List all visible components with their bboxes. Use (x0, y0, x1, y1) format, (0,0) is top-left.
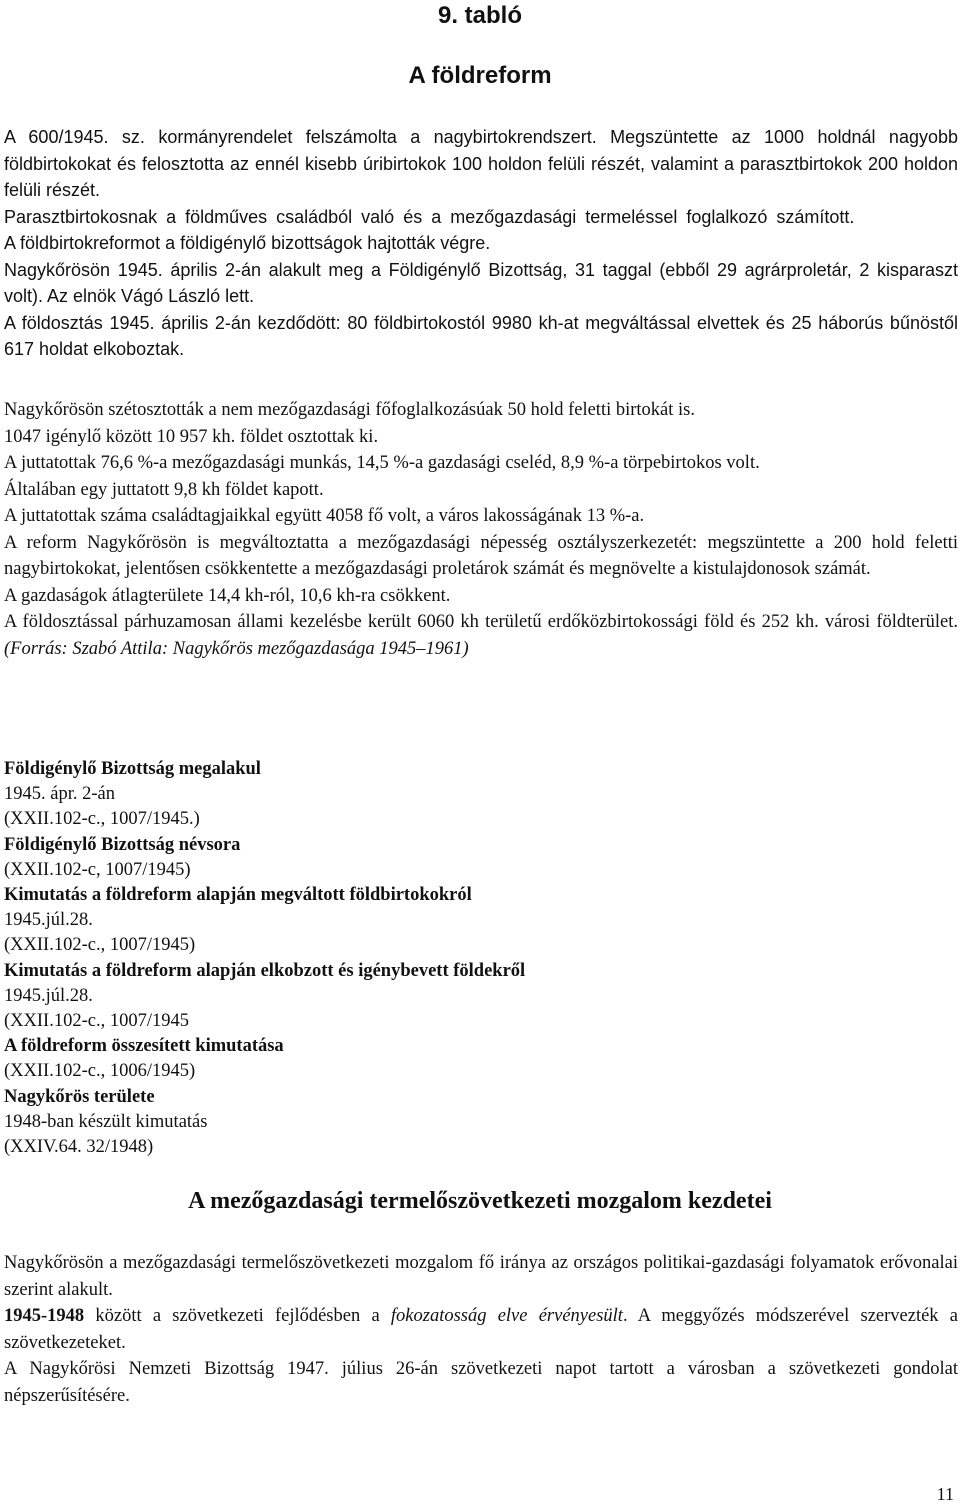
paragraph-text: . A meggyőzés módszerével szervezték a szövetkezeteket. (4, 1306, 958, 1353)
documents-list (4, 757, 904, 1160)
document-detail: 1945.júl.28. (4, 910, 93, 931)
years-range: 1945-1948 (4, 1306, 85, 1326)
body-paragraph: Általában egy juttatott 9,8 kh földet kapott. (4, 479, 324, 500)
document-detail: 1948-ban készült kimutatás (4, 1111, 208, 1132)
document-title: Földigénylő Bizottság megalakul (4, 759, 261, 779)
body-paragraph: A juttatottak száma családtagjaikkal együtt 4058 fő volt, a város lakosságának 13 %-a. (4, 506, 645, 526)
intro-paragraph: A földbirtokreformot a földigénylő bizottságok hajtották végre. (4, 233, 491, 253)
document-detail: (XXIV.64. 32/1948) (4, 1137, 154, 1158)
document-detail: (XXII.102-c., 1006/1945) (4, 1061, 196, 1082)
body-paragraph: A gazdaságok átlagterülete 14,4 kh-ról, 10,6 kh-ra csökkent. (4, 585, 451, 606)
document-detail: (XXII.102-c., 1007/1945 (4, 1011, 189, 1032)
document-detail: (XXII.102-c, 1007/1945) (4, 859, 191, 880)
tablo-number: 9. tabló (437, 2, 522, 29)
intro-paragraph: Nagykőrösön 1945. április 2-án alakult meg a Földigénylő Bizottság, 31 taggal (ebből 29 agrárproletár, 2 kisparaszt volt). Az elnök Vágó László lett. (4, 259, 958, 306)
body-paragraph: A reform Nagykőrösön is megváltoztatta a mezőgazdasági népesség osztályszerkezetét: megszüntette a 200 hold feletti nagybirtokokat, jelentősen csökkentette a mezőgazdasági proletárok számát és megnövelte a kistulajdonosok számát. (4, 532, 958, 579)
section2-paragraph: Nagykőrösön a mezőgazdasági termelőszövetkezeti mozgalom fő iránya az országos politikai-gazdasági folyamatok erővonalai szerint alakult. (4, 1253, 958, 1300)
document-detail: 1945. ápr. 2-án (4, 784, 115, 805)
document-title: Nagykőrös területe (4, 1086, 155, 1107)
body-paragraph: A juttatottak 76,6 %-a mezőgazdasági munkás, 14,5 %-a gazdasági cseléd, 8,9 %-a törpebirtokos volt. (4, 453, 760, 473)
paragraph-text: között a szövetkezeti fejlődésben a (84, 1306, 391, 1326)
emphasis-text: fokozatosság elve érvényesült (390, 1306, 623, 1326)
document-detail: (XXII.102-c., 1007/1945) (4, 935, 196, 956)
page-number: 11 (936, 1484, 954, 1504)
document-title: Kimutatás a földreform alapján elkobzott és igénybevett földekről (4, 960, 526, 981)
intro-paragraph: Parasztbirtokosnak a földműves családból való és a mezőgazdasági termeléssel foglalkozó számított. (4, 206, 855, 227)
section2-body (4, 1250, 958, 1409)
intro-paragraph: A földosztás 1945. április 2-án kezdődött: 80 földbirtokostól 9980 kh-at megváltással elvettek és 25 háborús bűnöstől 617 holdat elkoboztak. (4, 312, 958, 359)
section2-paragraph: A Nagykőrösi Nemzeti Bizottság 1947. július 26-án szövetkezeti napot tartott a városban a szövetkezeti gondolat népszerűsítésére. (4, 1359, 958, 1406)
intro-paragraph: A 600/1945. sz. kormányrendelet felszámolta a nagybirtokrendszert. Megszüntette az 1000 holdnál nagyobb földbirtokokat és felosztotta az ennél kisebb úribirtokok 100 holdon felüli részét, valamint a parasztbirtokok 200 holdon felüli részét. (4, 127, 958, 200)
intro-section (4, 124, 958, 363)
document-detail: (XXII.102-c., 1007/1945.) (4, 809, 200, 830)
page-title: A földreform (408, 62, 552, 89)
body-paragraph: Nagykőrösön szétosztották a nem mezőgazdasági főfoglalkozásúak 50 hold feletti birtokát is. (4, 400, 695, 420)
body-paragraph-last (4, 609, 958, 662)
source-citation: (Forrás: Szabó Attila: Nagykőrös mezőgazdasága 1945–1961) (4, 638, 469, 659)
document-title: A földreform összesített kimutatása (4, 1036, 284, 1057)
last-paragraph-text: A földosztással párhuzamosan állami kezelésbe került 6060 kh területű erdőközbirtokossági föld és 252 kh. városi földterület. (4, 612, 958, 632)
document-title: Kimutatás a földreform alapján megváltott földbirtokokról (4, 885, 472, 906)
body-section (4, 397, 958, 662)
document-detail: 1945.júl.28. (4, 985, 93, 1006)
body-paragraph: 1047 igénylő között 10 957 kh. földet osztottak ki. (4, 426, 379, 447)
section2-paragraph (4, 1303, 958, 1356)
section-heading: A mezőgazdasági termelőszövetkezeti mozgalom kezdetei (188, 1188, 772, 1214)
document-title: Földigénylő Bizottság névsora (4, 834, 241, 855)
